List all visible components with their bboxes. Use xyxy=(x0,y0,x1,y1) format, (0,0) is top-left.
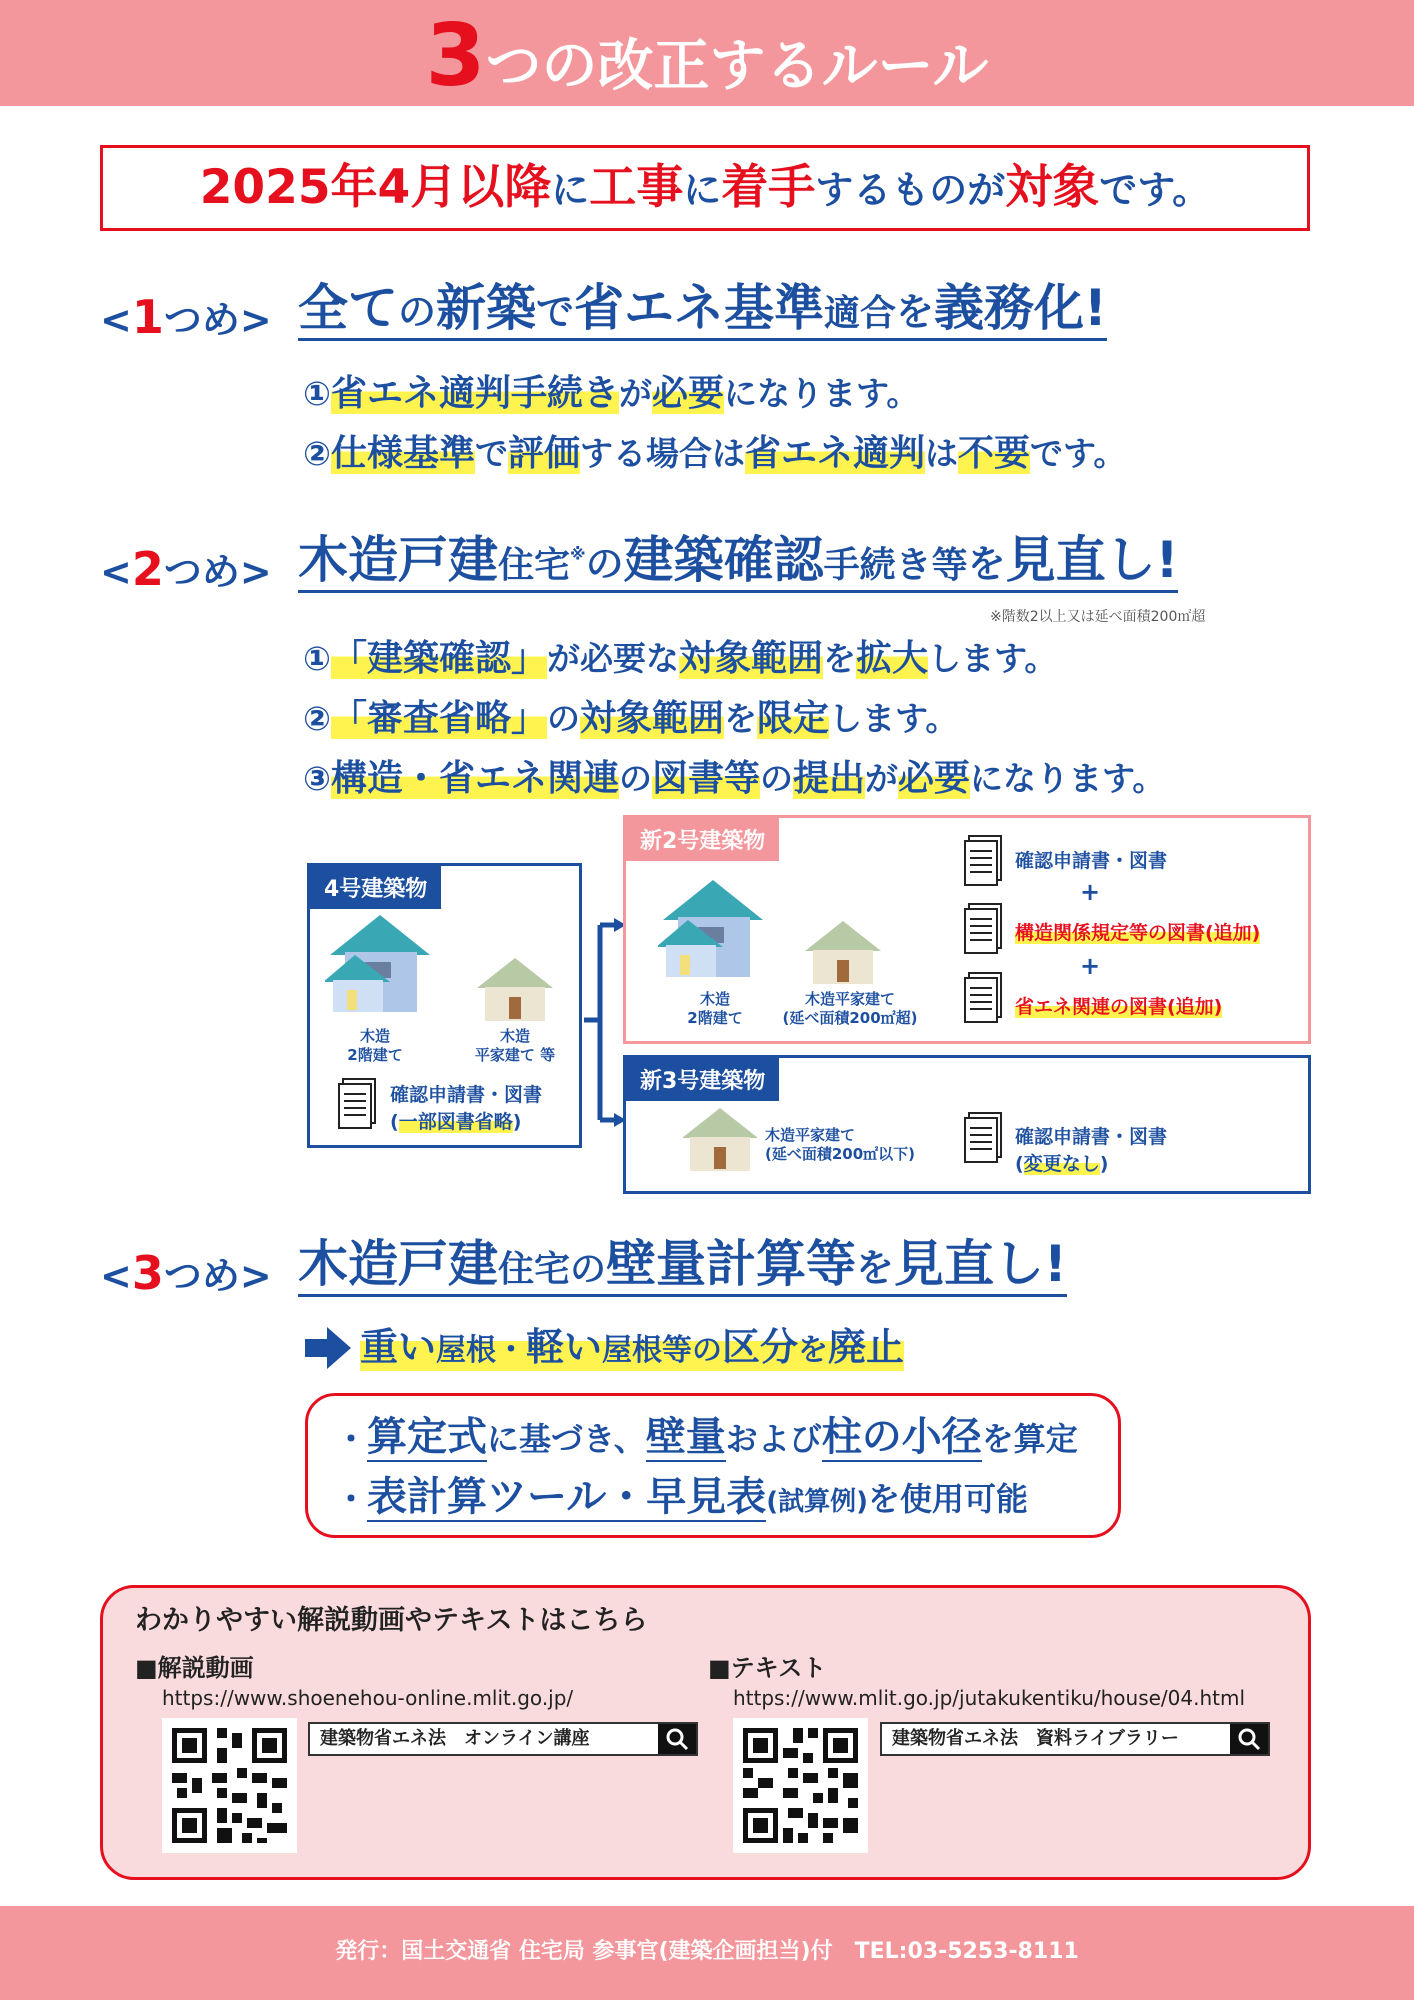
qr-code-icon xyxy=(733,1718,868,1853)
rule1-label: <1つめ> xyxy=(100,290,272,344)
arrow-right-icon xyxy=(305,1327,351,1369)
house-one-story-icon xyxy=(803,918,883,988)
rule3-box-line1: ・算定式に基づき、壁量および柱の小径を算定 xyxy=(335,1414,1078,1460)
house-two-story-icon xyxy=(325,910,435,1020)
box2-doc3: 省エネ関連の図書(追加) xyxy=(1015,996,1223,1018)
rule1-item2: ②仕様基準で評価する場合は省エネ適判は不要です。 xyxy=(303,433,1127,474)
rule3-heading: 木造戸建住宅の壁量計算等を見直し! xyxy=(298,1236,1067,1297)
plus-sign: + xyxy=(1080,952,1101,980)
search-button[interactable] xyxy=(1230,1724,1268,1754)
box4-house1-label: 木造 2階建て xyxy=(347,1027,403,1064)
rule3-label: <3つめ> xyxy=(100,1246,272,1300)
document-icon xyxy=(963,972,1003,1024)
rule2-item2: ②「審査省略」の対象範囲を限定します。 xyxy=(303,698,959,739)
qr-code-icon xyxy=(162,1718,297,1853)
text-label: ■テキスト xyxy=(708,1654,827,1682)
video-label: ■解説動画 xyxy=(135,1654,254,1682)
box2-doc2: 構造関係規定等の図書(追加) xyxy=(1015,922,1261,944)
box3-house1-label: 木造平家建て (延べ面積200㎡以下) xyxy=(765,1126,916,1163)
page-title: 3つの改正するルール xyxy=(425,6,989,106)
rule2-note: ※階数2以上又は延べ面積200㎡超 xyxy=(990,609,1206,625)
box4-house2-label: 木造 平家建て 等 xyxy=(474,1027,556,1064)
box2-doc1: 確認申請書・図書 xyxy=(1015,850,1168,872)
rule1-heading: 全ての新築で省エネ基準適合を義務化! xyxy=(298,280,1107,341)
box-4go-title: 4号建築物 xyxy=(310,866,441,909)
plus-sign: + xyxy=(1080,878,1101,906)
video-url[interactable]: https://www.shoenehou-online.mlit.go.jp/ xyxy=(162,1686,574,1710)
box2-house2-label: 木造平家建て (延べ面積200㎡超) xyxy=(782,990,918,1027)
rule2-label: <2つめ> xyxy=(100,542,272,596)
bracket-connector xyxy=(582,915,627,1130)
rule3-box-line2: ・表計算ツール・早見表(試算例)を使用可能 xyxy=(335,1474,1029,1520)
house-one-story-icon xyxy=(475,955,555,1025)
date-notice-box: 2025年4月以降に工事に着手するものが対象です。 xyxy=(100,145,1310,231)
house-two-story-icon xyxy=(658,875,768,985)
document-icon xyxy=(963,1112,1003,1164)
qr-code-video[interactable] xyxy=(162,1718,297,1853)
document-icon xyxy=(963,835,1003,887)
rule2-heading: 木造戸建住宅※の建築確認手続き等を見直し! xyxy=(298,532,1178,593)
rule2-item1: ①「建築確認」が必要な対象範囲を拡大します。 xyxy=(303,638,1058,679)
text-url[interactable]: https://www.mlit.go.jp/jutakukentiku/house/04.html xyxy=(733,1686,1246,1710)
box3-doc2: (変更なし) xyxy=(1015,1153,1109,1175)
box4-doc1: 確認申請書・図書 xyxy=(390,1084,543,1106)
search-icon xyxy=(1230,1724,1268,1754)
qr-code-text[interactable] xyxy=(733,1718,868,1853)
search-box-text[interactable]: 建築物省エネ法 資料ライブラリー xyxy=(880,1722,1270,1756)
search-box-video[interactable]: 建築物省エネ法 オンライン講座 xyxy=(308,1722,698,1756)
box3-doc1: 確認申請書・図書 xyxy=(1015,1126,1168,1148)
box-new-2go-title: 新2号建築物 xyxy=(626,818,779,861)
document-icon xyxy=(963,903,1003,955)
box-new-3go-title: 新3号建築物 xyxy=(626,1058,779,1101)
document-icon xyxy=(337,1078,377,1130)
rule2-item3: ③構造・省エネ関連の図書等の提出が必要になります。 xyxy=(303,758,1166,799)
footer-text: 発行：国土交通省 住宅局 参事官(建築企画担当)付 TEL:03-5253-8111 xyxy=(335,1939,1079,1964)
rule1-item1: ①省エネ適判手続きが必要になります。 xyxy=(303,373,920,414)
search-button[interactable] xyxy=(658,1724,696,1754)
rule3-arrow-line: 重い屋根・軽い屋根等の区分を廃止 xyxy=(360,1316,904,1371)
search-icon xyxy=(658,1724,696,1754)
info-title: わかりやすい解説動画やテキストはこちら xyxy=(135,1605,648,1636)
box2-house1-label: 木造 2階建て xyxy=(687,990,743,1027)
house-one-story-icon xyxy=(680,1105,760,1175)
box4-doc2: (一部図書省略) xyxy=(390,1111,522,1133)
